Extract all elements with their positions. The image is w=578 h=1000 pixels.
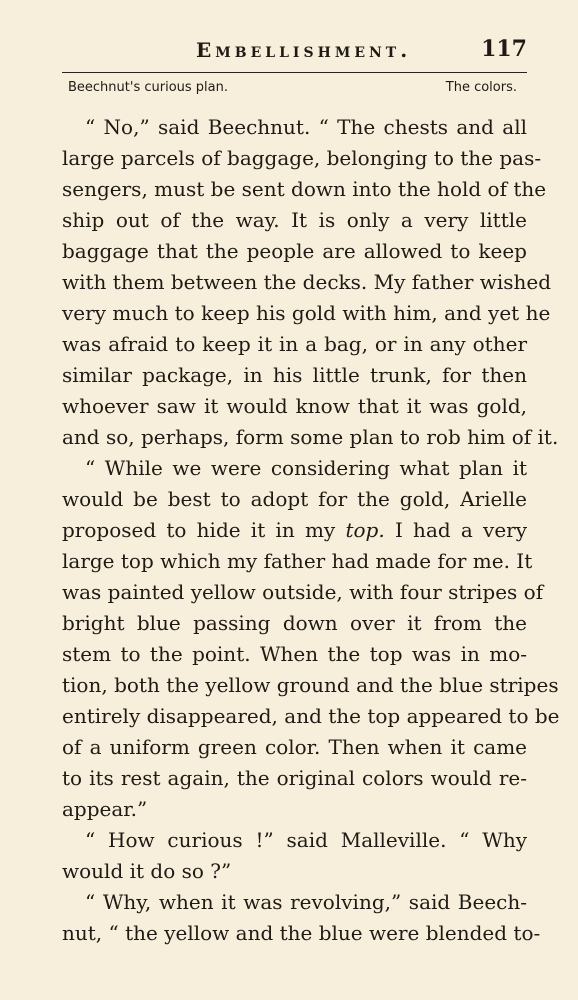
text-line: “ While we were considering what plan it <box>85 456 527 480</box>
text-line-with-italic <box>62 515 527 545</box>
text-line: large parcels of baggage, belonging to the pas- <box>62 146 542 170</box>
right-marginal-note: The colors. <box>445 80 517 95</box>
text-line: very much to keep his gold with him, and yet he <box>62 301 551 325</box>
text-line: tion, both the yellow ground and the blue stripes <box>62 673 559 697</box>
text-line: similar package, in his little trunk, for then <box>62 363 527 387</box>
text-line: stem to the point. When the top was in mo- <box>62 642 527 666</box>
book-page <box>62 32 560 972</box>
text-line: would be best to adopt for the gold, Arielle <box>62 487 527 511</box>
text-line: with them between the decks. My father wished <box>62 270 552 294</box>
running-title: Embellishment. <box>196 38 412 62</box>
text-line: whoever saw it would know that it was gold, <box>62 394 527 418</box>
text-segment: I had a very <box>394 518 528 542</box>
running-head <box>62 32 527 66</box>
text-line: “ No,” said Beechnut. “ The chests and all <box>85 115 527 139</box>
text-line: bright blue passing down over it from the <box>62 611 527 635</box>
page-number: 117 <box>481 36 527 62</box>
text-line: sengers, must be sent down into the hold of the <box>62 177 547 201</box>
text-line: of a uniform green color. Then when it came <box>62 735 527 759</box>
text-line: large top which my father had made for me. It <box>62 549 533 573</box>
marginal-head <box>62 80 527 98</box>
header-rule <box>62 72 527 73</box>
left-marginal-note: Beechnut's curious plan. <box>68 80 228 95</box>
text-segment: proposed to hide it in my <box>62 518 336 542</box>
text-line: and so, perhaps, form some plan to rob him of it. <box>62 425 559 449</box>
text-line: was painted yellow outside, with four stripes of <box>62 580 544 604</box>
italic-text-segment: top. <box>345 518 385 542</box>
text-line: to its rest again, the original colors would re- <box>62 766 527 790</box>
text-line: “ How curious !” said Malleville. “ Why <box>85 828 527 852</box>
text-line: “ Why, when it was revolving,” said Beech- <box>85 890 527 914</box>
text-line: nut, “ the yellow and the blue were blended to- <box>62 921 541 945</box>
text-line: ship out of the way. It is only a very little <box>62 208 527 232</box>
text-line: was afraid to keep it in a bag, or in any other <box>62 332 527 356</box>
text-line: appear.” <box>62 797 148 821</box>
text-line: entirely disappeared, and the top appeared to be <box>62 704 560 728</box>
text-line: baggage that the people are allowed to keep <box>62 239 527 263</box>
text-line: would it do so ?” <box>62 859 232 883</box>
